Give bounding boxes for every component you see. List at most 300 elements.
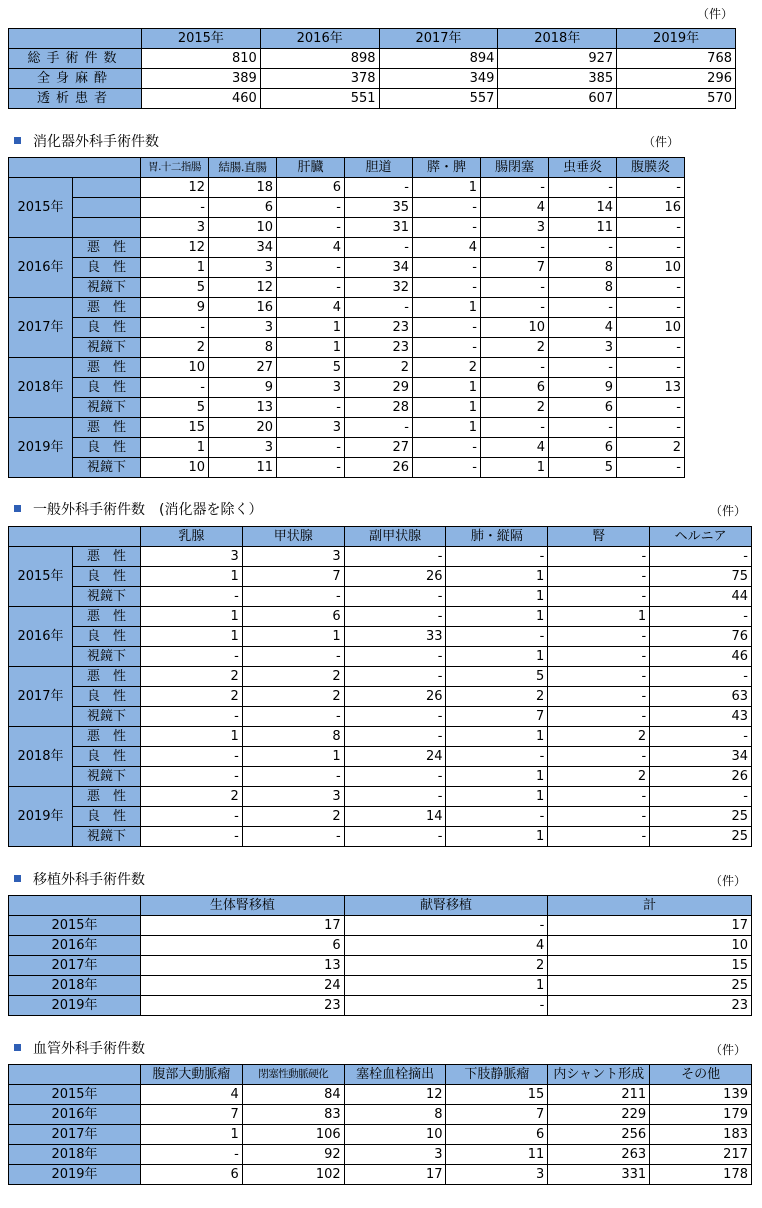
general-value-cell: - <box>344 727 446 747</box>
general-row <box>9 747 752 767</box>
general-header-cell: 肺・縦隔 <box>446 527 548 547</box>
general-value-cell: - <box>344 827 446 847</box>
digestive-value-cell: 20 <box>209 418 277 438</box>
digestive-value-cell: 12 <box>141 178 209 198</box>
digestive-value-cell: - <box>481 358 549 378</box>
vascular-section-title: 血管外科手術件数 <box>14 1040 145 1058</box>
transplant-value-cell: - <box>344 916 548 936</box>
digestive-value-cell: 34 <box>345 258 413 278</box>
general-header-cell: 副甲状腺 <box>344 527 446 547</box>
bullet-square-icon <box>14 875 21 882</box>
digestive-value-cell: 6 <box>277 178 345 198</box>
vascular-value-cell: 217 <box>650 1145 752 1165</box>
general-year-cell: 2015年 <box>9 547 73 607</box>
digestive-value-cell: 34 <box>209 238 277 258</box>
general-subcategory-cell: 良 性 <box>73 807 141 827</box>
vascular-value-cell: 7 <box>446 1105 548 1125</box>
summary-value-cell: 768 <box>617 49 736 69</box>
summary-unit-label: （件） <box>697 7 734 21</box>
bullet-square-icon <box>14 1044 21 1051</box>
general-value-cell: 3 <box>141 547 243 567</box>
digestive-value-cell: 32 <box>345 278 413 298</box>
general-value-cell: 7 <box>446 707 548 727</box>
digestive-value-cell: 23 <box>345 338 413 358</box>
digestive-value-cell: - <box>481 298 549 318</box>
summary-value-cell: 927 <box>498 49 617 69</box>
general-value-cell: 1 <box>141 627 243 647</box>
digestive-value-cell: - <box>617 278 685 298</box>
summary-table <box>8 28 736 109</box>
summary-row-label: 透析患者 <box>9 89 142 109</box>
digestive-table <box>8 157 685 478</box>
general-value-cell: - <box>242 707 344 727</box>
digestive-value-cell: 23 <box>345 318 413 338</box>
digestive-subcategory-cell: 視鏡下 <box>73 338 141 358</box>
digestive-value-cell: 28 <box>345 398 413 418</box>
vascular-value-cell: 1 <box>141 1125 243 1145</box>
digestive-value-cell: 10 <box>141 458 209 478</box>
digestive-row <box>9 338 685 358</box>
digestive-year-cell: 2018年 <box>9 358 73 418</box>
general-value-cell: 2 <box>141 787 243 807</box>
general-value-cell: 24 <box>344 747 446 767</box>
digestive-subcategory-cell: 視鏡下 <box>73 458 141 478</box>
digestive-value-cell: 16 <box>617 198 685 218</box>
summary-value-cell: 557 <box>379 89 498 109</box>
general-value-cell: - <box>446 747 548 767</box>
general-value-cell: - <box>446 547 548 567</box>
transplant-year-cell: 2016年 <box>9 936 141 956</box>
vascular-value-cell: 256 <box>548 1125 650 1145</box>
transplant-value-cell: 23 <box>548 996 752 1016</box>
general-section-title: 一般外科手術件数 (消化器を除く） <box>14 501 262 519</box>
general-value-cell: - <box>344 607 446 627</box>
general-value-cell: - <box>344 547 446 567</box>
general-row <box>9 627 752 647</box>
general-value-cell: 2 <box>242 687 344 707</box>
digestive-value-cell: 1 <box>141 258 209 278</box>
digestive-header-cell: 胃.十二指腸 <box>141 158 209 178</box>
digestive-value-cell: 31 <box>345 218 413 238</box>
general-table <box>8 526 752 847</box>
general-subcategory-cell: 悪 性 <box>73 667 141 687</box>
general-value-cell: 2 <box>242 667 344 687</box>
general-value-cell: 2 <box>141 687 243 707</box>
digestive-value-cell: 10 <box>617 318 685 338</box>
digestive-value-cell: 4 <box>277 298 345 318</box>
general-row <box>9 767 752 787</box>
digestive-value-cell: 3 <box>481 218 549 238</box>
digestive-value-cell: - <box>413 218 481 238</box>
vascular-header-cell: 下肢静脈瘤 <box>446 1065 548 1085</box>
general-value-cell: 14 <box>344 807 446 827</box>
digestive-header-row <box>9 158 685 178</box>
digestive-value-cell: 3 <box>277 418 345 438</box>
digestive-row <box>9 258 685 278</box>
general-value-cell: - <box>650 607 752 627</box>
general-value-cell: - <box>650 727 752 747</box>
digestive-subcategory-cell: 悪 性 <box>73 238 141 258</box>
vascular-value-cell: 106 <box>242 1125 344 1145</box>
vascular-value-cell: 3 <box>344 1145 446 1165</box>
summary-row <box>9 89 736 109</box>
vascular-row <box>9 1105 752 1125</box>
general-row <box>9 707 752 727</box>
digestive-value-cell: - <box>617 418 685 438</box>
general-year-cell: 2019年 <box>9 787 73 847</box>
vascular-value-cell: 139 <box>650 1085 752 1105</box>
digestive-value-cell: 15 <box>141 418 209 438</box>
digestive-value-cell: 5 <box>277 358 345 378</box>
digestive-value-cell: - <box>413 338 481 358</box>
transplant-year-cell: 2018年 <box>9 976 141 996</box>
digestive-row <box>9 218 685 238</box>
vascular-table <box>8 1064 752 1185</box>
general-subcategory-cell: 良 性 <box>73 567 141 587</box>
general-subcategory-cell: 視鏡下 <box>73 647 141 667</box>
digestive-value-cell: 3 <box>549 338 617 358</box>
digestive-subcategory-cell: 悪 性 <box>73 418 141 438</box>
general-value-cell: - <box>650 787 752 807</box>
digestive-subcategory-cell: 悪 性 <box>73 298 141 318</box>
digestive-value-cell: - <box>345 298 413 318</box>
vascular-value-cell: 6 <box>141 1165 243 1185</box>
general-value-cell: 43 <box>650 707 752 727</box>
vascular-header-cell: 内シャント形成 <box>548 1065 650 1085</box>
digestive-header-cell: 肝臓 <box>277 158 345 178</box>
digestive-value-cell: 9 <box>209 378 277 398</box>
digestive-value-cell: - <box>549 298 617 318</box>
general-header-blank <box>9 527 141 547</box>
digestive-header-cell: 胆道 <box>345 158 413 178</box>
transplant-row <box>9 936 752 956</box>
digestive-value-cell: - <box>481 278 549 298</box>
digestive-value-cell: 4 <box>413 238 481 258</box>
bullet-square-icon <box>14 137 21 144</box>
digestive-value-cell: 29 <box>345 378 413 398</box>
digestive-value-cell: 4 <box>277 238 345 258</box>
general-row <box>9 787 752 807</box>
digestive-value-cell: 16 <box>209 298 277 318</box>
vascular-value-cell: 6 <box>446 1125 548 1145</box>
digestive-value-cell: - <box>617 178 685 198</box>
summary-row <box>9 49 736 69</box>
digestive-value-cell: 18 <box>209 178 277 198</box>
digestive-value-cell: - <box>413 198 481 218</box>
general-value-cell: - <box>548 667 650 687</box>
transplant-value-cell: 2 <box>344 956 548 976</box>
transplant-header-blank <box>9 896 141 916</box>
transplant-row <box>9 956 752 976</box>
digestive-row <box>9 398 685 418</box>
vascular-row <box>9 1165 752 1185</box>
digestive-value-cell: - <box>549 358 617 378</box>
general-value-cell: 2 <box>548 767 650 787</box>
general-subcategory-cell: 視鏡下 <box>73 707 141 727</box>
digestive-row <box>9 198 685 218</box>
digestive-value-cell: 11 <box>209 458 277 478</box>
digestive-value-cell: 9 <box>141 298 209 318</box>
general-subcategory-cell: 視鏡下 <box>73 587 141 607</box>
digestive-subcategory-cell: 良 性 <box>73 438 141 458</box>
digestive-row <box>9 318 685 338</box>
general-value-cell: 46 <box>650 647 752 667</box>
transplant-year-cell: 2017年 <box>9 956 141 976</box>
vascular-year-cell: 2015年 <box>9 1085 141 1105</box>
general-value-cell: - <box>141 807 243 827</box>
vascular-header-row <box>9 1065 752 1085</box>
transplant-header-row <box>9 896 752 916</box>
digestive-subcategory-cell: 視鏡下 <box>73 278 141 298</box>
general-subcategory-cell: 視鏡下 <box>73 767 141 787</box>
digestive-row <box>9 238 685 258</box>
general-year-cell: 2017年 <box>9 667 73 727</box>
general-subcategory-cell: 良 性 <box>73 747 141 767</box>
digestive-value-cell: 1 <box>413 398 481 418</box>
vascular-header-blank <box>9 1065 141 1085</box>
digestive-value-cell: 4 <box>481 438 549 458</box>
digestive-value-cell: 11 <box>549 218 617 238</box>
digestive-value-cell: - <box>141 198 209 218</box>
general-value-cell: - <box>141 587 243 607</box>
digestive-value-cell: - <box>277 458 345 478</box>
general-value-cell: 63 <box>650 687 752 707</box>
digestive-value-cell: 1 <box>277 318 345 338</box>
general-row <box>9 567 752 587</box>
summary-value-cell: 296 <box>617 69 736 89</box>
digestive-subcategory-cell <box>73 218 141 238</box>
general-value-cell: 2 <box>242 807 344 827</box>
digestive-value-cell: 35 <box>345 198 413 218</box>
general-value-cell: 8 <box>242 727 344 747</box>
general-value-cell: 1 <box>446 767 548 787</box>
digestive-value-cell: 2 <box>141 338 209 358</box>
general-year-cell: 2016年 <box>9 607 73 667</box>
general-value-cell: - <box>548 747 650 767</box>
transplant-header-cell: 生体腎移植 <box>141 896 345 916</box>
general-value-cell: 26 <box>344 567 446 587</box>
digestive-value-cell: - <box>277 398 345 418</box>
digestive-value-cell: - <box>481 418 549 438</box>
general-value-cell: - <box>141 707 243 727</box>
digestive-value-cell: 2 <box>617 438 685 458</box>
summary-value-cell: 898 <box>260 49 379 69</box>
digestive-value-cell: 6 <box>549 438 617 458</box>
digestive-year-cell: 2015年 <box>9 178 73 238</box>
general-value-cell: 5 <box>446 667 548 687</box>
general-header-cell: ヘルニア <box>650 527 752 547</box>
general-value-cell: 76 <box>650 627 752 647</box>
general-row <box>9 827 752 847</box>
summary-header-cell: 2019年 <box>617 29 736 49</box>
general-value-cell: - <box>446 627 548 647</box>
digestive-value-cell: 9 <box>549 378 617 398</box>
general-header-cell: 乳腺 <box>141 527 243 547</box>
summary-value-cell: 349 <box>379 69 498 89</box>
digestive-value-cell: 10 <box>617 258 685 278</box>
digestive-year-cell: 2016年 <box>9 238 73 298</box>
vascular-value-cell: 263 <box>548 1145 650 1165</box>
digestive-header-cell: 虫垂炎 <box>549 158 617 178</box>
general-value-cell: 26 <box>344 687 446 707</box>
digestive-value-cell: - <box>413 278 481 298</box>
digestive-header-cell: 腹膜炎 <box>617 158 685 178</box>
summary-value-cell: 551 <box>260 89 379 109</box>
digestive-value-cell: - <box>413 438 481 458</box>
transplant-value-cell: 6 <box>141 936 345 956</box>
digestive-value-cell: - <box>345 238 413 258</box>
vascular-year-cell: 2016年 <box>9 1105 141 1125</box>
general-subcategory-cell: 良 性 <box>73 687 141 707</box>
transplant-value-cell: 23 <box>141 996 345 1016</box>
general-value-cell: 25 <box>650 807 752 827</box>
digestive-value-cell: - <box>345 418 413 438</box>
digestive-value-cell: 5 <box>141 398 209 418</box>
general-value-cell: - <box>344 587 446 607</box>
digestive-row <box>9 378 685 398</box>
digestive-value-cell: 1 <box>413 378 481 398</box>
vascular-unit-label: （件） <box>710 1043 747 1057</box>
digestive-value-cell: 7 <box>481 258 549 278</box>
transplant-value-cell: 4 <box>344 936 548 956</box>
digestive-value-cell: 6 <box>209 198 277 218</box>
general-row <box>9 647 752 667</box>
general-value-cell: 1 <box>446 647 548 667</box>
summary-value-cell: 385 <box>498 69 617 89</box>
vascular-value-cell: 183 <box>650 1125 752 1145</box>
general-value-cell: - <box>548 627 650 647</box>
general-value-cell: 1 <box>446 727 548 747</box>
general-year-cell: 2018年 <box>9 727 73 787</box>
general-value-cell: - <box>141 767 243 787</box>
transplant-row <box>9 976 752 996</box>
general-value-cell: - <box>548 687 650 707</box>
digestive-value-cell: 4 <box>549 318 617 338</box>
digestive-value-cell: 1 <box>141 438 209 458</box>
summary-header-cell: 2017年 <box>379 29 498 49</box>
general-subcategory-cell: 視鏡下 <box>73 827 141 847</box>
transplant-row <box>9 996 752 1016</box>
transplant-unit-label: （件） <box>710 874 747 888</box>
general-value-cell: 1 <box>141 727 243 747</box>
general-value-cell: - <box>548 807 650 827</box>
digestive-value-cell: 27 <box>345 438 413 458</box>
digestive-value-cell: - <box>617 458 685 478</box>
summary-header-cell: 2016年 <box>260 29 379 49</box>
digestive-value-cell: 2 <box>413 358 481 378</box>
general-row <box>9 587 752 607</box>
vascular-value-cell: 11 <box>446 1145 548 1165</box>
transplant-value-cell: 17 <box>548 916 752 936</box>
general-value-cell: 1 <box>242 747 344 767</box>
digestive-value-cell: 8 <box>209 338 277 358</box>
general-value-cell: - <box>548 547 650 567</box>
summary-value-cell: 378 <box>260 69 379 89</box>
general-value-cell: 33 <box>344 627 446 647</box>
general-value-cell: 1 <box>141 567 243 587</box>
digestive-value-cell: - <box>345 178 413 198</box>
summary-value-cell: 810 <box>142 49 261 69</box>
vascular-value-cell: 84 <box>242 1085 344 1105</box>
digestive-value-cell: - <box>481 238 549 258</box>
digestive-value-cell: 14 <box>549 198 617 218</box>
general-value-cell: 7 <box>242 567 344 587</box>
general-value-cell: 34 <box>650 747 752 767</box>
general-value-cell: - <box>548 647 650 667</box>
general-value-cell: - <box>344 787 446 807</box>
digestive-value-cell: - <box>141 378 209 398</box>
digestive-value-cell: - <box>617 358 685 378</box>
digestive-value-cell: - <box>617 238 685 258</box>
vascular-header-cell: 塞栓血栓摘出 <box>344 1065 446 1085</box>
general-value-cell: 26 <box>650 767 752 787</box>
digestive-subcategory-cell: 良 性 <box>73 258 141 278</box>
digestive-row <box>9 298 685 318</box>
general-value-cell: - <box>446 807 548 827</box>
general-value-cell: 25 <box>650 827 752 847</box>
digestive-value-cell: 27 <box>209 358 277 378</box>
vascular-value-cell: 211 <box>548 1085 650 1105</box>
digestive-value-cell: - <box>481 178 549 198</box>
vascular-value-cell: 7 <box>141 1105 243 1125</box>
vascular-value-cell: 10 <box>344 1125 446 1145</box>
digestive-header-cell: 結腸.直腸 <box>209 158 277 178</box>
general-value-cell: - <box>344 647 446 667</box>
digestive-year-cell: 2017年 <box>9 298 73 358</box>
vascular-value-cell: 179 <box>650 1105 752 1125</box>
general-value-cell: 3 <box>242 787 344 807</box>
general-row <box>9 667 752 687</box>
digestive-section-title: 消化器外科手術件数 <box>14 133 159 151</box>
general-value-cell: 1 <box>446 827 548 847</box>
digestive-value-cell: - <box>277 218 345 238</box>
digestive-value-cell: 2 <box>481 398 549 418</box>
digestive-value-cell: - <box>549 238 617 258</box>
digestive-value-cell: 5 <box>141 278 209 298</box>
digestive-value-cell: - <box>277 438 345 458</box>
vascular-header-cell: その他 <box>650 1065 752 1085</box>
general-row <box>9 727 752 747</box>
general-value-cell: - <box>242 647 344 667</box>
general-value-cell: - <box>548 707 650 727</box>
digestive-value-cell: 3 <box>209 438 277 458</box>
digestive-value-cell: - <box>413 258 481 278</box>
vascular-year-cell: 2018年 <box>9 1145 141 1165</box>
general-value-cell: - <box>650 547 752 567</box>
digestive-value-cell: - <box>617 338 685 358</box>
general-value-cell: - <box>344 667 446 687</box>
transplant-value-cell: 13 <box>141 956 345 976</box>
general-subcategory-cell: 悪 性 <box>73 727 141 747</box>
digestive-year-cell: 2019年 <box>9 418 73 478</box>
vascular-value-cell: 331 <box>548 1165 650 1185</box>
digestive-value-cell: 6 <box>549 398 617 418</box>
digestive-value-cell: - <box>413 458 481 478</box>
summary-row <box>9 69 736 89</box>
general-subcategory-cell: 悪 性 <box>73 547 141 567</box>
digestive-value-cell: 3 <box>209 258 277 278</box>
summary-header-cell: 2015年 <box>142 29 261 49</box>
digestive-value-cell: 4 <box>481 198 549 218</box>
vascular-value-cell: 102 <box>242 1165 344 1185</box>
digestive-subcategory-cell <box>73 198 141 218</box>
general-value-cell: 44 <box>650 587 752 607</box>
summary-header-cell: 2018年 <box>498 29 617 49</box>
general-value-cell: 75 <box>650 567 752 587</box>
digestive-header-cell: 腸閉塞 <box>481 158 549 178</box>
vascular-value-cell: 15 <box>446 1085 548 1105</box>
transplant-section-title: 移植外科手術件数 <box>14 871 145 889</box>
